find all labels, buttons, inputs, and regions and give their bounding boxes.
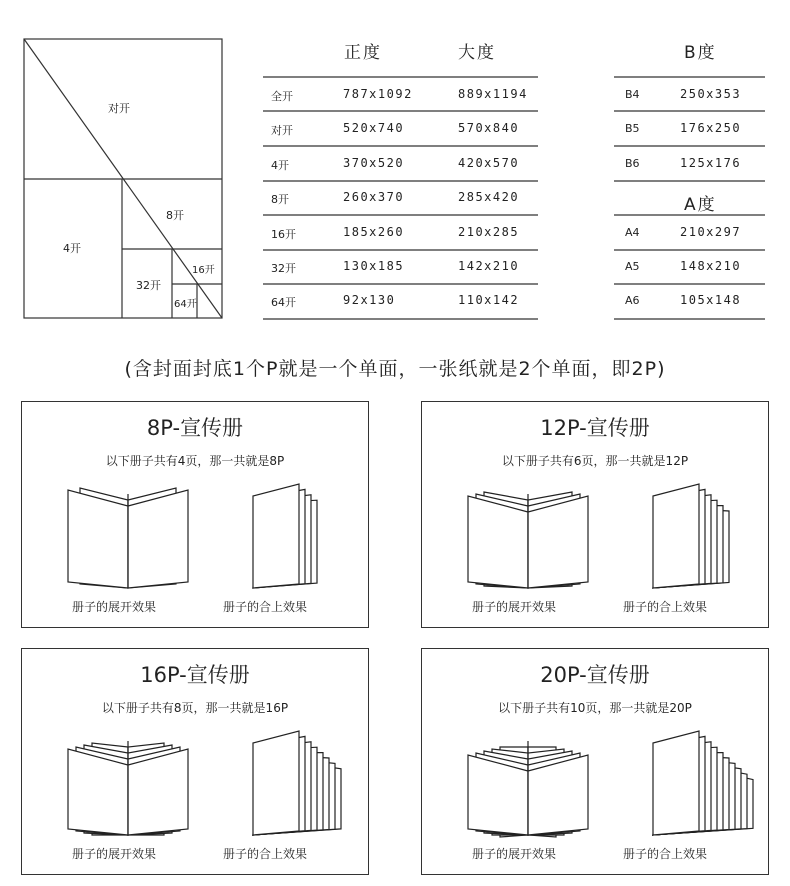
row-name: 64开 [271, 296, 296, 309]
row-name: A4 [625, 226, 640, 239]
closed-caption: 册子的合上效果 [623, 600, 708, 614]
da-size: 570x840 [458, 121, 520, 135]
a-size: 148x210 [680, 259, 742, 273]
row-name: B4 [625, 88, 640, 101]
closed-booklet-page [653, 484, 699, 588]
header-dadu: 大度 [458, 43, 496, 63]
row-name: 16开 [271, 228, 296, 241]
a-size: 210x297 [680, 225, 742, 239]
card-title: 20P-宣传册 [540, 663, 650, 687]
brochure-card-20p [421, 648, 769, 875]
booklet-illustrations [22, 402, 370, 629]
card-desc: 以下册子共有10页，那一共就是20P [498, 701, 692, 715]
closed-booklet-page [253, 484, 299, 588]
label-16kai: 16开 [192, 265, 215, 276]
closed-booklet-page [253, 731, 299, 835]
da-size: 889x1194 [458, 87, 528, 101]
row-name: 32开 [271, 262, 296, 275]
label-duikai: 对开 [108, 102, 130, 115]
side-table-rules [0, 0, 790, 330]
open-caption: 册子的展开效果 [472, 600, 557, 614]
row-name: 4开 [271, 159, 289, 172]
b-size: 176x250 [680, 121, 742, 135]
open-booklet-page [528, 496, 588, 588]
closed-caption: 册子的合上效果 [623, 847, 708, 861]
zheng-size: 185x260 [343, 225, 405, 239]
row-name: B5 [625, 122, 640, 135]
card-title: 16P-宣传册 [140, 663, 250, 687]
brochure-card-16p [21, 648, 369, 875]
open-caption: 册子的展开效果 [472, 847, 557, 861]
closed-caption: 册子的合上效果 [223, 600, 308, 614]
closed-caption: 册子的合上效果 [223, 847, 308, 861]
header-adu: A度 [684, 195, 717, 215]
closed-booklet-page [653, 731, 699, 835]
zheng-size: 260x370 [343, 190, 405, 204]
open-booklet-page [468, 496, 528, 588]
zheng-size: 520x740 [343, 121, 405, 135]
row-name: 8开 [271, 193, 289, 206]
da-size: 420x570 [458, 156, 520, 170]
row-name: 对开 [271, 124, 293, 137]
card-desc: 以下册子共有6页，那一共就是12P [501, 454, 689, 468]
label-4kai: 4开 [63, 242, 81, 255]
open-caption: 册子的展开效果 [72, 847, 157, 861]
booklet-illustrations [422, 649, 770, 876]
zheng-size: 130x185 [343, 259, 405, 273]
card-desc: 以下册子共有4页，那一共就是8P [105, 454, 285, 468]
row-name: 全开 [271, 90, 293, 103]
row-name: A6 [625, 294, 640, 307]
open-booklet-page [68, 490, 128, 588]
brochure-card-12p [421, 401, 769, 628]
b-size: 250x353 [680, 87, 742, 101]
card-title: 12P-宣传册 [540, 416, 650, 440]
zheng-size: 92x130 [343, 293, 396, 307]
zheng-size: 370x520 [343, 156, 405, 170]
da-size: 110x142 [458, 293, 520, 307]
side-size-table [0, 0, 790, 330]
brochure-card-8p [21, 401, 369, 628]
da-size: 285x420 [458, 190, 520, 204]
note-text: (含封面封底1个P就是一个单面，一张纸就是2个单面，即2P) [124, 358, 666, 380]
booklet-illustrations [422, 402, 770, 629]
zheng-size: 787x1092 [343, 87, 413, 101]
a-size: 105x148 [680, 293, 742, 307]
b-size: 125x176 [680, 156, 742, 170]
open-booklet-page [128, 490, 188, 588]
da-size: 210x285 [458, 225, 520, 239]
header-bdu: B度 [684, 43, 717, 63]
booklet-illustrations [22, 649, 370, 876]
label-32kai: 32开 [136, 279, 161, 292]
header-zhengdu: 正度 [344, 43, 382, 63]
da-size: 142x210 [458, 259, 520, 273]
label-64kai: 64开 [174, 299, 197, 310]
open-caption: 册子的展开效果 [72, 600, 157, 614]
label-8kai: 8开 [166, 209, 184, 222]
row-name: B6 [625, 157, 640, 170]
row-name: A5 [625, 260, 640, 273]
card-title: 8P-宣传册 [146, 416, 244, 440]
card-desc: 以下册子共有8页，那一共就是16P [101, 701, 289, 715]
